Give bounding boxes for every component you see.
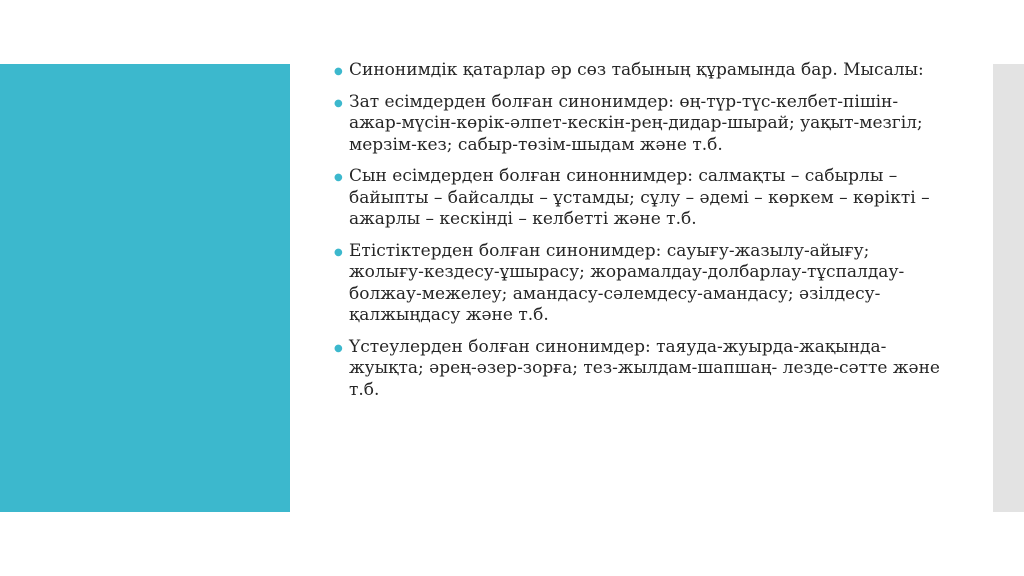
bullet-text: Синонимдік қатарлар әр сөз табының құрамында бар. Мысалы: <box>349 60 924 80</box>
bullet-item <box>334 92 944 157</box>
bullet-dot-icon: ● <box>334 172 343 183</box>
bullet-list <box>334 60 944 401</box>
bullet-item <box>334 166 944 231</box>
bullet-dot-icon: ● <box>334 66 343 77</box>
bullet-dot-icon: ● <box>334 246 343 258</box>
bullet-dot-icon: ● <box>334 97 343 109</box>
accent-block <box>0 64 290 512</box>
bullet-item <box>334 241 944 327</box>
bullet-text: Зат есімдерден болған синонимдер: өң-түр-түс-келбет-пішін-ажар-мүсін-көрік-әлпет-кескін-рең-дидар-шырай; уақыт-мезгіл; мерзім-кез; сабыр-төзім-шыдам және т.б. <box>349 91 923 155</box>
bullet-dot-icon: ● <box>334 342 343 354</box>
bullet-item <box>334 60 944 82</box>
bullet-item <box>334 337 944 402</box>
bullet-text: Үстеулерден болған синонимдер: таяуда-жуырда-жақында-жуықта; әрең-әзер-зорға; тез-жылдам-шапшаң- лезде-сәтте және т.б. <box>349 336 940 400</box>
bullet-text: Етістіктерден болған синонимдер: сауығу-жазылу-айығу; жолығу-кездесу-ұшырасу; жорамалдау-долбарлау-тұспалдау-болжау-межелеу; амандасу-сәлемдесу-амандасу; әзілдесу-қалжыңдасу және т.б. <box>349 240 905 325</box>
bullet-text: Сын есімдерден болған синоннимдер: салмақты – сабырлы – байыпты – байсалды – ұстамды; сұлу – әдемі – көркем – көрікті – ажарлы – кескінді – келбетті және т.б. <box>349 166 930 229</box>
slide-content <box>334 60 944 411</box>
side-bar <box>993 64 1024 512</box>
